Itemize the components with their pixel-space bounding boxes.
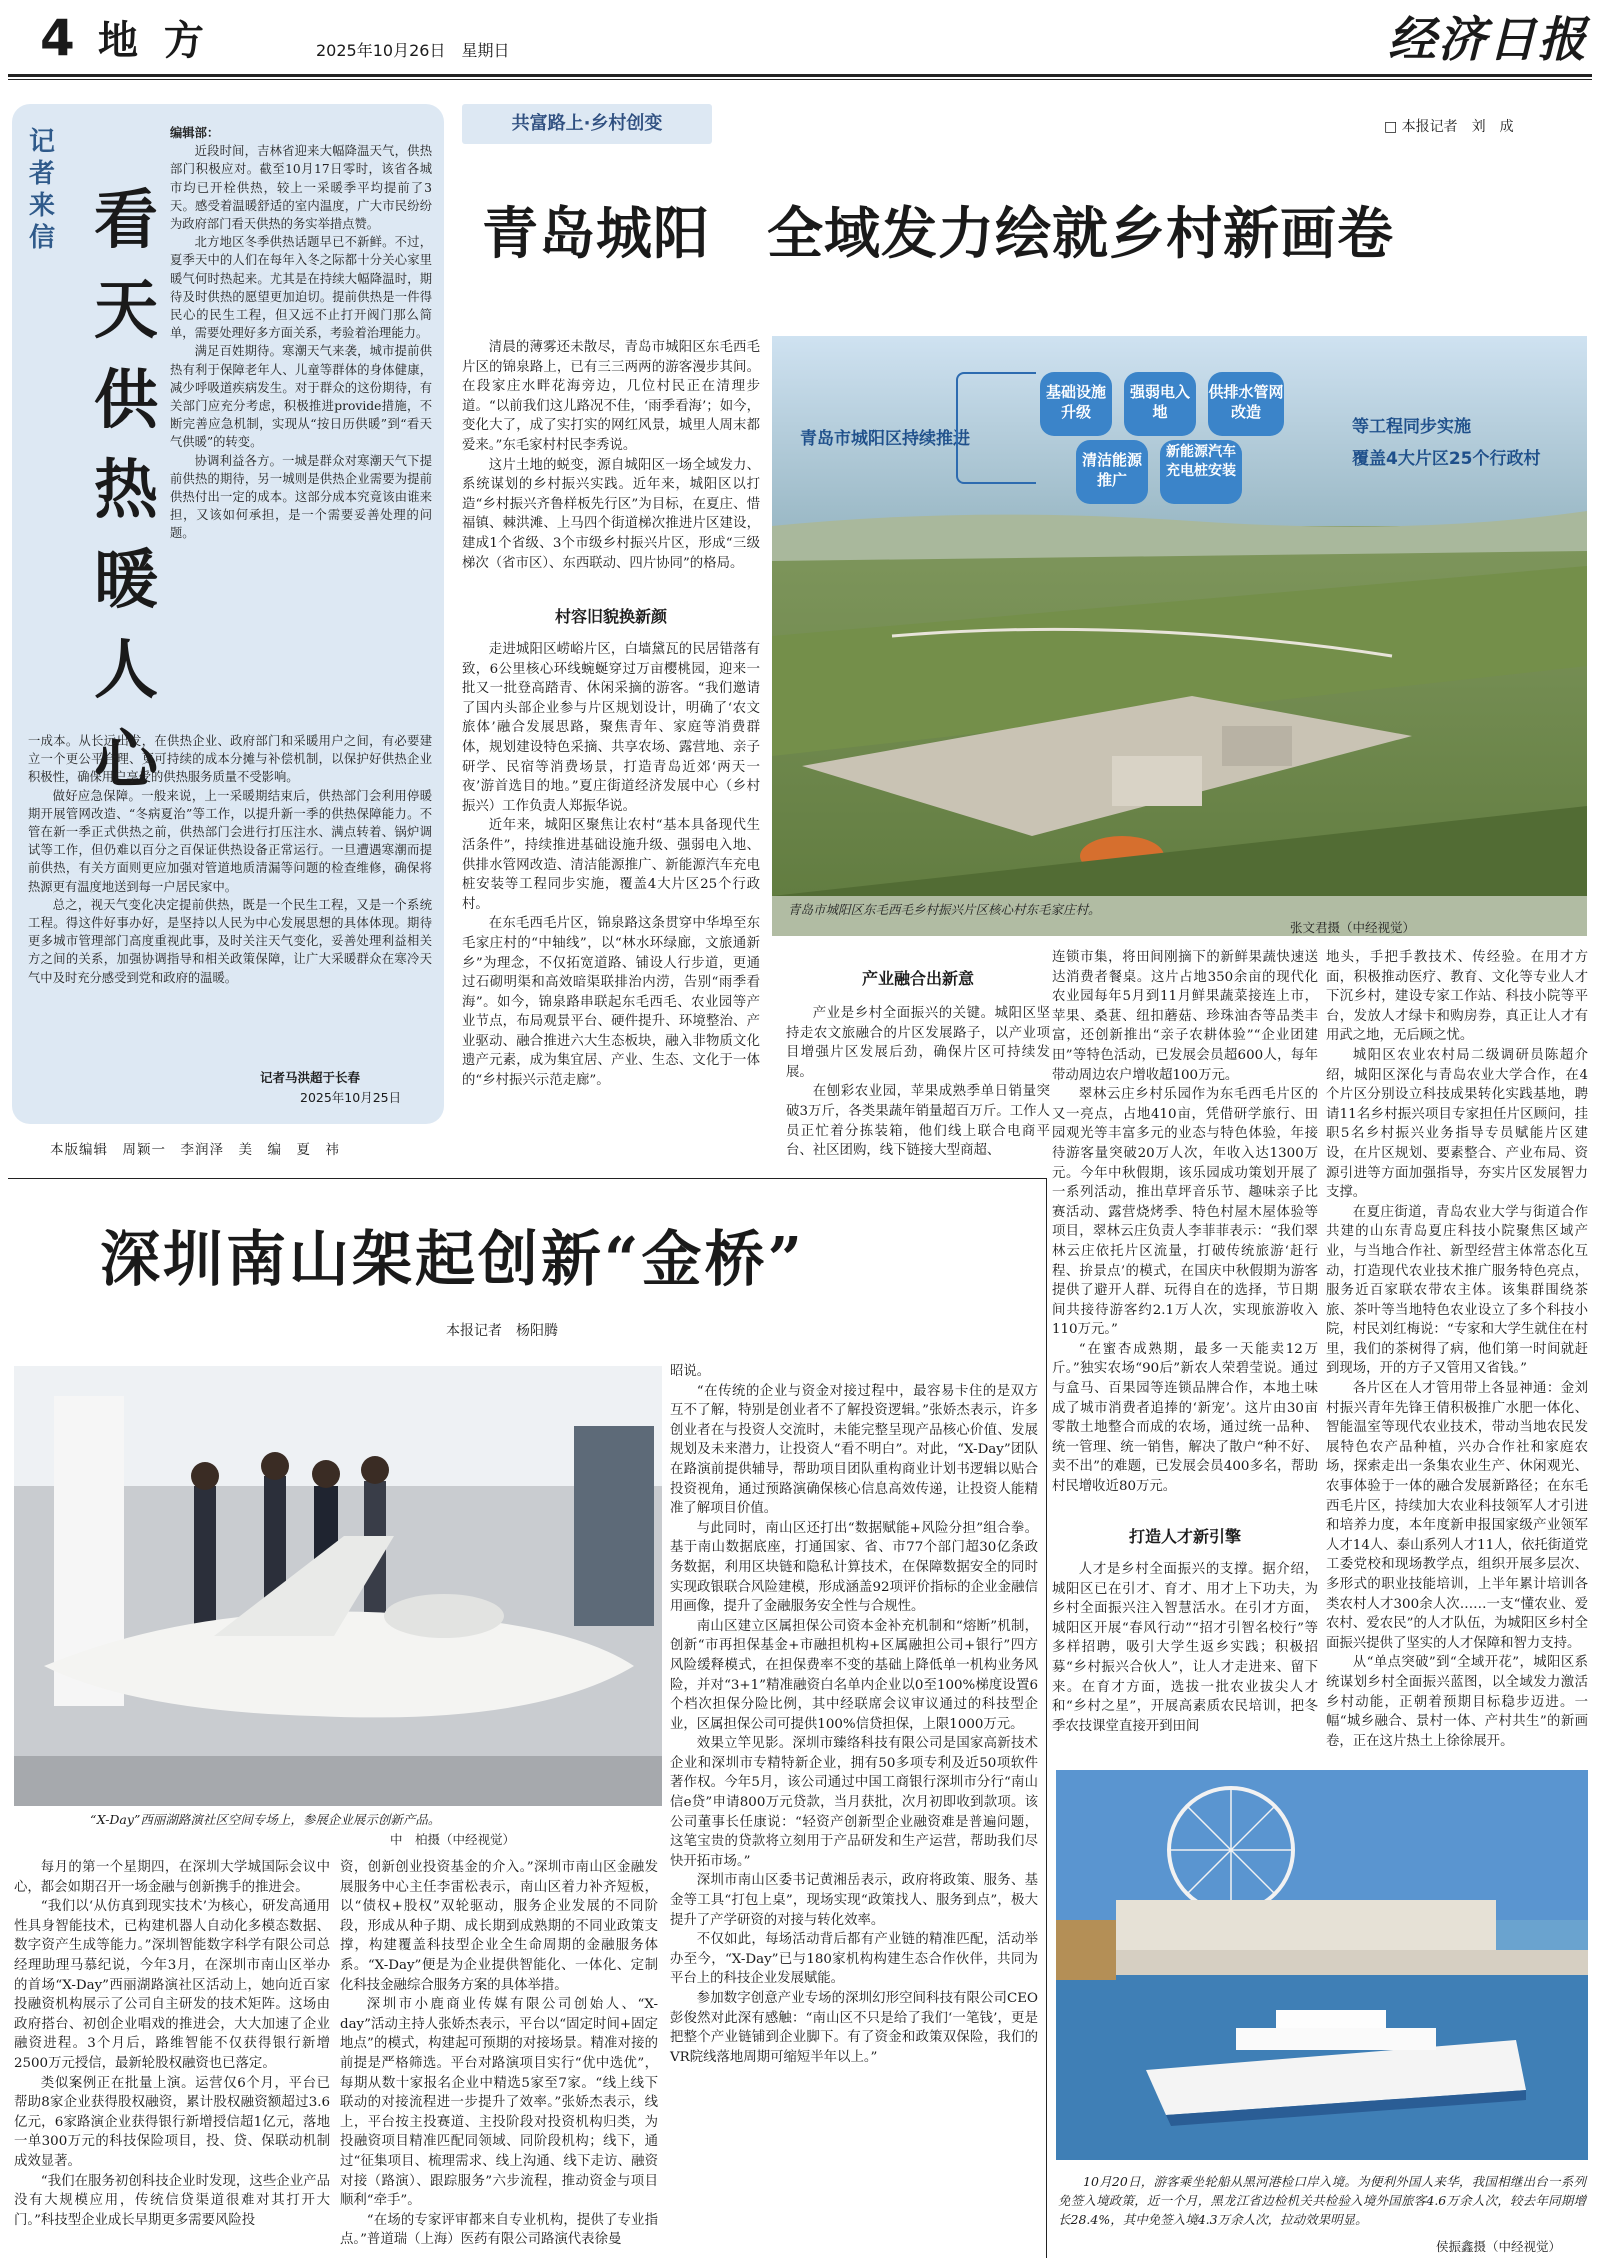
story2-byline: 本报记者 杨阳腾 — [446, 1323, 558, 1339]
story2-photo-credit: 中 柏摄（中经视觉） — [390, 1832, 516, 1847]
issue-date: 2025年10月26日 星期日 — [316, 41, 510, 60]
story1-col4: 地头，手把手教技术、传经验。在用才方面，积极推动医疗、教育、文化等专业人才下沉乡村，建设专家工作站、科技小院等平台，发放人才绿卡和购房券，真正让人才有用武之地，无后顾之忧。 城阳区农业农村局二级调研员陈超介绍，城阳区深化与青岛农业大学合作，在4个片区分别设立科技成果转化实践基地，聘请11名乡村振兴项目专家担任片区顾问，挂职5名乡村振兴业务指导专员赋能片区建设，在片区规划、要素整合、产业布局、资源引进等方面加强指导，夯实片区发展智力支撑。 在夏庄街道，青岛农业大学与街道合作共建的山东青岛夏庄科技小院聚焦区域产业，与当地合作社、新型经营主体常态化互动，打造现代农业技术推广服务特色亮点，服务近百家联农带农主体。该集群围绕茶旅、茶叶等当地特色农业设立了多个科技小院，村民刘红梅说：“专家和大学生就住在村里，我们的茶树得了病，他们第一时间就赶到现场，开的方子又管用又省钱。” 各片区在人才管用带上各显神通：金刘村振兴青年先锋王倩积极推广水肥一体化、智能温室等现代农业技术，带动当地农民发展特色农产品种植，兴办合作社和家庭农场，探索走出一条集农业生产、休闲观光、农事体验于一体的融合发展新路径；在东毛西毛片区，持续加大农业科技领军人才引进和培养力度，本年度新申报国家级产业领军人才14人、泰山系列人才11人，依托街道党工委党校和现场教学点，组织开展多层次、多形式的职业技能培训，上半年累计培训各类农村人才300余人次……一支“懂农业、爱农村、爱农民”的人才队伍，为城阳区乡村全面振兴提供了坚实的人才保障和智力支持。 从“单点突破”到“全域开花”，城阳区系统谋划乡村全面振兴蓝图，以全域发力激活乡村动能，正朝着预期目标稳步迈进。一幅“城乡融合、景村一体、产村共生”的新画卷，正在这片热土上徐徐展开。 — [1326, 950, 1588, 1749]
page-credits: 本版编辑 周颖一 李润泽 美 编 夏 祎 — [50, 1142, 340, 1158]
story2-photo-caption: “X-Day”西丽湖路演社区空间专场上，参展企业展示创新产品。 — [90, 1812, 441, 1827]
heihe-photo-caption: 10月20日，游客乘坐轮船从黑河港检口岸入境。为便利外国人来华，我国相继出台一系列免签入境政策，近一个月，黑龙江省边检机关共检验入境外国旅客4.6万余人次，较去年同期增长28.4%，其中免签入境4.3万余人次，拉动效果明显。 — [1058, 2174, 1586, 2227]
infographic-badge-2: 强弱电入地 — [1124, 372, 1196, 436]
column-title: 看 天 供 热 暖 人 心 — [94, 183, 158, 798]
infographic-badge-1: 基础设施升级 — [1040, 372, 1112, 436]
column-body-right: 编辑部： 近段时间，吉林省迎来大幅降温天气，供热部门积极应对。截至10月17日零时，该省各城市均已开栓供热，较上一采暖季平均提前了3天。感受着温暖舒适的室内温度，广大市民纷纷为政府部门看天供热的务实举措点赞。 北方地区冬季供热话题早已不新鲜。不过，夏季天中的人们在每年入冬之际都十分关心家里暖气何时热起来。尤其是在持续大幅降温时，期待及时供热的愿望更加迫切。提前供热是一件得民心的民生工程，但又远不止打开阀门那么简单，需要处理好多方面关系，考验着治理能力。 满足百姓期待。寒潮天气来袭，城市提前供热有利于保障老年人、儿童等群体的身体健康，减少呼吸道疾病发生。对于群众的这份期待，有关部门应充分考虑，积极推进provide措施，不断完善应急机制，实现从“按日历供暖”到“看天气供暖”的转变。 协调利益各方。一城是群众对寒潮天气下提前供热的期待，另一城则是供热企业需要为提前供热付出一定的成本。这部分成本究竟该由谁来担，又该如何承担，是一个需要妥善处理的问题。 — [170, 125, 432, 541]
story1-title: 青岛城阳 全域发力绘就乡村新画卷 — [482, 202, 1394, 267]
story1-subhead-2: 产业融合出新意 — [861, 969, 974, 988]
infographic-left-label: 青岛市城阳区持续推进 — [800, 429, 970, 449]
page-number: 4 — [40, 9, 75, 67]
story1-col3: 连锁市集，将田间刚摘下的新鲜果蔬快速送达消费者餐桌。这片占地350余亩的现代化农业园每年5月到11月鲜果蔬菜接连上市，苹果、桑葚、纽扣蘑菇、珍珠油杏等品类丰富，还创新推出“亲子农耕体验”“企业团建田”等特色活动，已发展会员超600人，每年带动周边农户增收超100万元。 翠林云庄乡村乐园作为东毛西毛片区的又一亮点，占地410亩，凭借研学旅行、田园观光等丰富多元的业态与特色体验，年接待游客量突破20万人次，年收入达1300万元。今年中秋假期，该乐园成功策划开展了一系列活动，推出草坪音乐节、趣味亲子比赛活动、露营烧烤季、特色村屋木屋体验等项目，翠林云庄负责人李菲菲表示：“我们翠林云庄依托片区流量，打破传统旅游‘赶行程、拚景点’的模式，在国庆中秋假期为游客提供了避开人群、玩得自在的选择，节日期间共接待游客约2.1万人次，实现旅游收入110万元。” “在蜜杏成熟期，最多一天能卖12万斤。”独实农场“90后”新农人荣碧莹说。通过与盒马、百果园等连锁品牌合作，本地土味成了城市消费者追捧的‘新宠’。这片由30亩零散土地整合而成的农场，通过统一品种、统一管理、统一销售，解决了散户“种不好、卖不出”的难题，已发展会员400多名，帮助村民增收近80万元。 — [1052, 950, 1318, 1495]
story2-title: 深圳南山架起创新“金桥” — [100, 1225, 806, 1295]
story2-col1: 每月的第一个星期四，在深圳大学城国际会议中心，都会如期召开一场金融与创新携手的推进会。 “我们以‘从仿真到现实技术’为核心，研发高通用性具身智能技术，已构建机器人自动化多模态数据、数字资产生成等能力。”深圳智能数字科学有限公司总经理助理马慕纪说，今年3月，在深圳市南山区举办的首场“X-Day”西丽湖路演社区活动上，她向近百家投融资机构展示了公司自主研发的技术矩阵。这场由政府搭台、初创企业唱戏的推进会，大大加速了企业融资进程。3个月后，路维智能不仅获得银行新增2500万元授信，最新轮股权融资也已落定。 类似案例正在批量上演。运营仅6个月，平台已帮助8家企业获得股权融资，累计股权融资额超过3.6亿元，6家路演企业获得银行新增授信超1亿元，落地一单300万元的科技保险项目，投、贷、保联动机制成效显著。 “我们在服务初创科技企业时发现，这些企业产品没有大规模应用，传统信贷渠道很难对其打开大门。”科技型企业成长早期更多需要风险投 — [14, 1860, 330, 2228]
infographic-badge-3: 供排水管网改造 — [1208, 372, 1284, 436]
story1-col3b: 人才是乡村全面振兴的支撑。据介绍，城阳区已在引才、育才、用才上下功夫，为乡村全面振兴注入智慧活水。在引才方面，城阳区开展“春风行动”“招才引智名校行”等多样招聘，吸引大学生返乡实践；积极招募“乡村振兴合伙人”，让人才走进来、留下来。在育才方面，选拔一批农业拔尖人才和“乡村之星”，开展高素质农民培训，把冬季农技课堂直接开到田间 — [1052, 1562, 1318, 1734]
story2-col2: 资，创新创业投资基金的介入。”深圳市南山区金融发展服务中心主任李雷松表示，南山区着力补齐短板，以“债权+股权”双轮驱动，服务企业发展的不同阶段，形成从种子期、成长期到成熟期的不同业政策支撑，构建覆盖科技型企业全生命周期的金融服务体系。“X-Day”便是为企业提供智能化、一体化、定制化科技金融综合服务方案的具体举措。 深圳市小鹿商业传媒有限公司创始人、“X-day”活动主持人张娇杰表示，平台以“固定时间+固定地点”的模式，构建起可预期的对接场景。精准对接的前提是严格筛选。平台对路演项目实行“优中选优”，每期从数十家报名企业中精选5家至7家。“线上线下联动的对接流程进一步提升了效率。”张娇杰表示，线上，平台按主投赛道、主投阶段对投资机构归类，为投融资项目精准匹配同领域、同阶段机构；线下，通过“征集项目、梳理需求、线上沟通、线下走访、融资对接（路演）、跟踪服务”六步流程，推动资金与项目顺利“牵手”。 “在场的专家评审都来自专业机构，提供了专业指点。”普道瑞（上海）医药有限公司路演代表徐曼 — [340, 1860, 658, 2248]
story1-col2: 产业是乡村全面振兴的关键。城阳区坚持走农文旅融合的片区发展路子，以产业项目增强片区发展后劲，确保片区可持续发展。 在刨彩农业园，苹果成熟季单日销量突破3万斤，各类果蔬年销量超百万斤。工作人员正忙着分拣装箱，他们线上联合电商平台、社区团购，线下链接大型商超、 — [786, 1006, 1050, 1159]
story2-photo — [14, 1366, 662, 1806]
column-date: 2025年10月25日 — [300, 1090, 402, 1105]
column-signature: 记者马洪超于长春 — [260, 1070, 361, 1085]
heihe-photo — [1056, 1770, 1588, 2160]
story1-byline: □ 本报记者 刘 成 — [1384, 119, 1514, 135]
column-body-full: 一成本。从长远出发，在供热企业、政府部门和采暖用户之间，有必要建立一个更公平合理、更可持续的成本分摊与补偿机制，以保护好供热企业积极性，确保用户享受的供热服务质量不受影响。 做好应急保障。一般来说，上一采暖期结束后，供热部门会利用停暖期开展管网改造、“冬病夏治”等工作，以提升新一季的供热保障能力。不管在新一季正式供热之前，供热部门会进行打压注水、满点转着、锅炉调试等工作，但仍难以百分之百保证供热设备正常运行。一旦遭遇寒潮而提前供热，有关方面则更应加强对管道地质清漏等问题的检查维修，确保将热源更有温度地送到每一户居民家中。 总之，视天气变化决定提前供热，既是一个民生工程，又是一个系统工程。得这件好事办好，是坚持以人民为中心发展思想的具体体现。期待更多城市管理部门高度重视此事，及时关注天气变化，妥善处理利益相关方之间的关系，加强协调指导和相关政策保障，让广大采暖群众在寒冷天气中及时充分感受到党和政府的温暖。 — [28, 734, 432, 985]
story1-col1: 清晨的薄雾还未散尽，青岛市城阳区东毛西毛片区的锦泉路上，已有三三两两的游客漫步其间。在段家庄水畔花海旁边，几位村民正在清理步道。“以前我们这儿路况不佳，‘雨季看海’；如今，变化大了，成了实打实的网红风景，城里人周末都爱来。”东毛家村村民李秀说。 这片土地的蜕变，源自城阳区一场全域发力、系统谋划的乡村振兴实践。近年来，城阳区以打造“乡村振兴齐鲁样板先行区”为目标，在夏庄、惜福镇、棘洪滩、上马四个街道梯次推进片区建设，建成1个省级、3个市级乡村振兴片区，形成“三级梯次（省市区）、东西联动、四片协同”的格局。 — [462, 340, 760, 571]
infographic-badge-4: 清洁能源推广 — [1076, 440, 1148, 504]
story2-col3: 昭说。 “在传统的企业与资金对接过程中，最容易卡住的是双方互不了解，特别是创业者不了解投资逻辑。”张娇杰表示，许多创业者在与投资人交流时，未能完整呈现产品核心价值、发展规划及未来潜力，让投资人“看不明白”。对此，“X-Day”团队在路演前提供辅导，帮助项目团队重构商业计划书逻辑以贴合投资视角，通过预路演确保核心信息高效传递，让投资人能精准了解项目价值。 与此同时，南山区还打出“数据赋能+风险分担”组合拳。基于南山数据底座，打通国家、省、市77个部门超30亿条政务数据，利用区块链和隐私计算技术，在保障数据安全的同时实现政银联合风险建模，形成涵盖92项评价指标的企业金融信用画像，提升了金融服务安全性与合规性。 南山区建立区属担保公司资本金补充机制和“熔断”机制，创新“市再担保基金+市融担机构+区属融担公司+银行”四方风险缓释模式，在担保费率不变的基础上降低单一机构业务风险，并对“3+1”精准融资白名单内企业以0至100%梯度设置6个档次担保分险比例，其中经联席会议审议通过的科技型企业，区属担保公司可提供100%信贷担保，上限1000万元。 效果立竿见影。深圳市臻络科技有限公司是国家高新技术企业和深圳市专精特新企业，拥有50多项专利及近50项软件著作权。今年5月，该公司通过中国工商银行深圳市分行“南山信e贷”申请800万元贷款，当月获批，次月初即收到款项。该公司董事长任康说：“轻资产创新型企业融资难是普遍问题，这笔宝贵的贷款将立刻用于产品研发和生产运营，帮助我们尽快开拓市场。” 深圳市南山区委书记黄湘岳表示，政府将政策、服务、基金等工具“打包上桌”，现场实现“政策找人、服务到点”，极大提升了产学研资的对接与转化效率。 不仅如此，每场活动背后都有产业链的精准匹配，活动举办至今，“X-Day”已与180家机构构建生态合作伙伴，共同为平台上的科技企业发展赋能。 参加数字创意产业专场的深圳幻形空间科技有限公司CEO彭俊然对此深有感触：“南山区不只是给了我们‘一笔钱’，更是把整个产业链铺到企业脚下。有了资金和政策双保险，我们的VR院线落地周期可缩短半年以上。” — [670, 1364, 1038, 2065]
story1-subhead-1: 村容旧貌换新颜 — [554, 607, 667, 626]
infographic-right-label-1: 等工程同步实施 — [1352, 417, 1471, 437]
story1-subhead-3: 打造人才新引擎 — [1128, 1527, 1241, 1546]
infographic-right-label-2: 覆盖4大片区25个行政村 — [1352, 449, 1541, 469]
story2-rule-top — [8, 1178, 1046, 1179]
story1-photo-credit: 张文君摄（中经视觉） — [1290, 920, 1416, 935]
story2-rule-right — [1046, 1178, 1047, 2258]
infographic-bracket — [956, 372, 1036, 484]
heihe-photo-credit: 侯振鑫摄（中经视觉） — [1436, 2239, 1562, 2254]
story1-kicker: 共富路上·乡村创变 — [462, 104, 712, 144]
infographic-badge-5: 新能源汽车充电桩安装 — [1160, 440, 1242, 504]
paper-logo: 经济日报 — [1388, 12, 1589, 68]
story1-col1b: 走进城阳区崂峪片区，白墙黛瓦的民居错落有致，6公里核心环线蜿蜒穿过万亩樱桃园，迎来一批又一批登高踏青、休闲采摘的游客。“我们邀请了国内头部企业参与片区规划设计，明确了‘农文旅体’融合发展思路，聚焦青年、家庭等消费群体，规划建设特色采摘、共享农场、露营地、亲子研学、民宿等消费场景，打造青岛近郊‘两天一夜’游首选目的地。”夏庄街道经济发展中心（乡村振兴）工作负责人郑振华说。 近年来，城阳区聚焦让农村“基本具备现代生活条件”，持续推进基础设施升级、强弱电入地、供排水管网改造、清洁能源推广、新能源汽车充电桩安装等工程同步实施，覆盖4大片区25个行政村。 在东毛西毛片区，锦泉路这条贯穿中华埠至东毛家庄村的“中轴线”，以“林水环绿廊，文旅通新乡”为理念，不仅拓宽道路、铺设人行步道，更通过石砌明渠和高效暗渠联排治内涝，告别“雨季看海”。如今，锦泉路串联起东毛西毛、农业园等产业节点，布局观景平台、硬件提升、环境整治、产业驱动、融合推进六大生态板块，融入非物质文化遗产元素，成为集宜居、产业、生态、文化于一体的“乡村振兴示范走廊”。 — [462, 642, 760, 1089]
header-rule — [8, 74, 1592, 77]
story1-photo-caption: 青岛市城阳区东毛西毛乡村振兴片区核心村东毛家庄村。 — [788, 902, 1101, 917]
section-title: 地 方 — [98, 17, 210, 64]
column-tag: 记者来信 — [28, 127, 55, 253]
